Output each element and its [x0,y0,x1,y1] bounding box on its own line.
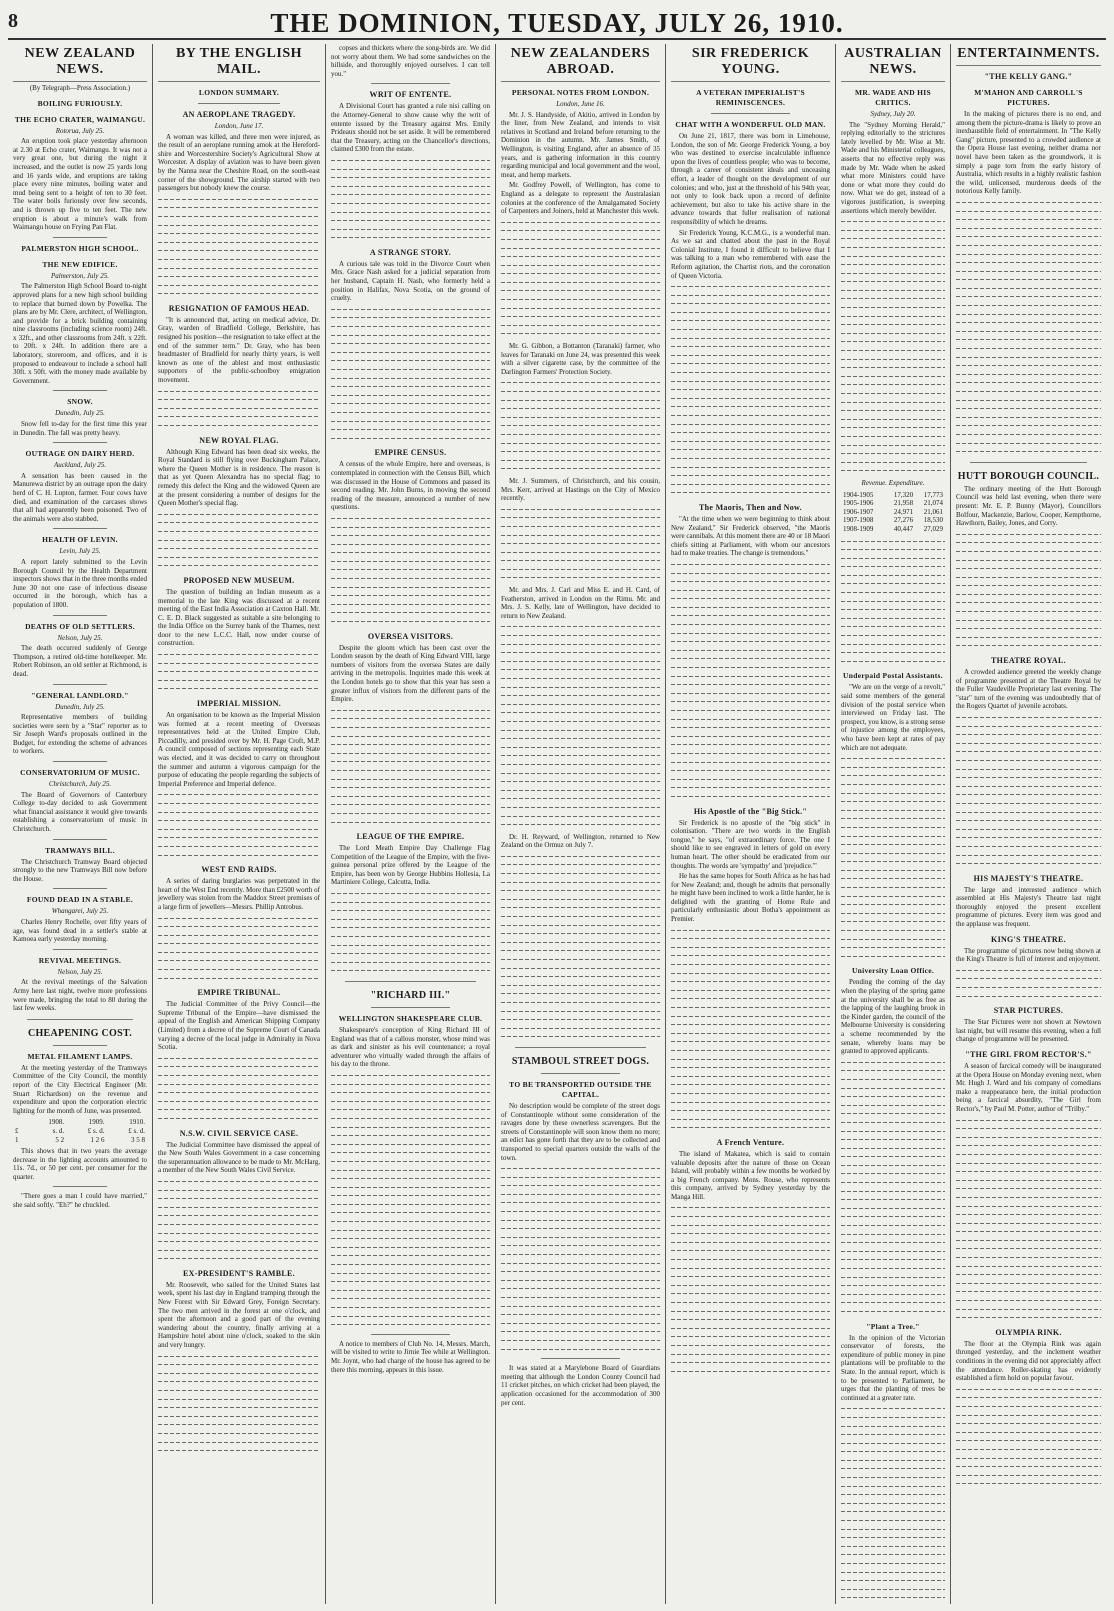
dateline: Whangarei, July 25. [51,907,109,916]
article-text: Mr. and Mrs. J. Carl and Miss E. and H. Card, of Featherston, arrived in London on the Rimu. Mr. and Mrs. J. S. Kelly, late of Wellington, have decided to return to New Zealand. [501,586,660,620]
column-heading: BY THE ENGLISH MAIL. [158,46,320,82]
article-heading: PERSONAL NOTES FROM LONDON. [511,88,650,97]
divider [970,462,1087,463]
article-heading: WRIT OF ENTENTE. [369,90,452,100]
text-filler [671,560,830,801]
text-filler [501,1164,660,1353]
article-heading: His Apostle of the "Big Stick." [693,806,808,816]
column-australian-news [836,44,951,1604]
divider [371,1334,450,1335]
text-filler [158,790,320,859]
divider [345,981,476,982]
divider [198,103,280,104]
table-cell: 1910. [129,1118,145,1127]
column-english-mail [153,44,326,1604]
column-english-mail-continued [326,44,496,1604]
article-text: Despite the gloom which has been cast over the London season by the death of King Edward VIII, large numbers of visitors from the oversea States are daily arriving in the metropolis. Inquiries made this week at the London hotels go to show that this year has seen a greater influx of visitors from the different parts of the Empire. [331,643,490,704]
article-text: A season of farcical comedy will be inaugurated at the Opera House on Monday evening next, when Mr. Hugh J. Ward and his company of comedians make a reappearance here, the initial production being a farcical absurdity, "The Girl from Rector's," by Paul M. Potter, author of "Trilby." [956,1062,1101,1113]
article-text: The question of building an Indian museum as a memorial to the late King was discussed at a recent meeting of the East India Association at Caxton Hall. Mr. C. E. D. Black suggested as suitable a site belonging to the India Office on the Surrey bank of the Thames, next door to the new L.C.C. Hall, now under course of construction. [158,587,320,648]
table-row [841,499,945,508]
article-text: Mr. J. Summers, of Christchurch, and his cousin, Mrs. Kerr, arrived at Hastings on the City of Mexico recently. [501,476,660,503]
text-filler [841,1058,945,1316]
text-filler [501,852,660,1041]
article-heading: STAMBOUL STREET DOGS. [511,1055,650,1067]
article-heading: OUTRAGE ON DAIRY HERD. [25,449,135,459]
article-text: Although King Edward has been dead six weeks, the Royal Standard is still flying over Buckingham Palace, where the Queen Mother is in residence. The reason is that as yet Queen Alexandra has no special flag; to remedy this defect the King and the widowed Queen are at the present considering a number of designs for the Queen Mother's special flag. [158,447,320,508]
text-filler [501,622,660,828]
article-text: A sensation has been caused in the Manurewa district by an outrage upon the dairy herd of C. H. Lupton, farmer. Four cows have died, and examination of the carcases shows that all had apparently been poisoned. Two of the animals were also stabbed. [13,471,147,523]
article-text: It was stated at a Marylebone Board of Guardians meeting that although the London County Council had 11 cricket pitches, on which cricket had been played, the application occasioned for the accommodation of 300 per cent. [501,1364,660,1407]
text-filler [841,1404,945,1604]
text-filler [331,1071,490,1329]
article-heading: NEW ROYAL FLAG. [199,435,279,445]
divider [53,949,107,950]
byline: (By Telegraph—Press Association.) [29,84,131,92]
article-text: Snow fell to-day for the first time this year in Dunedin. The fall was pretty heavy. [13,420,147,437]
table-cell: 1908. [48,1118,65,1127]
table-cell: 1907-1908 [843,516,874,525]
text-filler [158,387,320,430]
table-cell: 40,447 [893,524,914,533]
article-text: The Lord Meath Empire Day Challenge Flag Competition of the League of the Empire, with the five-guinea personal prize offered by the League of the Empire, has been won by George Hubbins Hollesia, La Martiniere College, Calcutta, India. [331,844,490,887]
divider [53,615,107,616]
article-heading: "RICHARD III." [370,990,451,1001]
article-heading: A French Venture. [716,1137,785,1147]
text-filler [331,156,490,242]
article-heading: University Loan Office. [851,966,935,976]
article-text: An eruption took place yesterday afternoon at 2.30 at Echo crater, Waimangu. It was not a very great one, but during the night it increased, and the outlet is now 25 yards long and 16 yards wide, and eruptions are taking place every nine minutes, boiling water and mud being sent to a height of ten to 30 feet. The water boils furiously over few seconds, and is thrown up five to ten feet. The new eruption is about a minute's walk from Waimangu house on Frying Pan Flat. [13,137,147,232]
article-text: In the making of pictures there is no end, and among them the picture-drama is likely to prove an inexhaustible field of entertainment. In "The Kelly Gang" picture, presented to a crowded audience at the Opera House last evening, neither drama nor novel have been taken as the groundwork, it is simply a page torn from the early history of Australia, which results in a highly realistic fashion the wild, unlicensed, murderous deeds of the notorious Kelly family. [956,110,1101,196]
table-cell: 1909. [88,1118,105,1127]
article-text: A notice to members of Club No. 14, Messrs. March, will be visited to write to Jirnie Tee while at Wellington. Mr. Joynt, who had charge of the house has agreed to be there this morning, appears in this issue. [331,1339,490,1374]
article-text: "At the time when we were beginning to think about New Zealand," Sir Frederick observed, "the Maoris were cannibals. At this moment there are 40 or 18 Maori chiefs sitting at Parliament, with whom our ancestors had to make treaties. The change is tremendous." [671,514,830,558]
column-sir-frederick-young [666,44,836,1604]
article-heading: "THE KELLY GANG." [984,72,1073,81]
article-heading: Underpaid Postal Assistants. [843,671,943,681]
revenue-table [841,491,945,534]
article-heading: A STRANGE STORY. [369,247,452,257]
article-heading: OLYMPIA RINK. [995,1327,1062,1337]
text-filler [671,1203,830,1375]
article-heading: EMPIRE TRIBUNAL. [197,988,281,998]
divider [53,442,107,443]
divider [53,839,107,840]
article-text: "We are on the verge of a revolt," said some members of the general division of the postal service when interviewed on Friday last. The prospect, you know, is a strong sense of injustice among the employees, who have been kept at rates of pay which are not adequate. [841,683,945,752]
article-heading: PROPOSED NEW MUSEUM. [183,575,295,585]
text-filler [956,1116,1101,1322]
article-heading: HUTT BOROUGH COUNCIL. [957,470,1100,482]
article-text: Mr. Roosevelt, who sailed for the United States last week, spent his last day in England tramping through the New Forest with Sir Edward Grey, Foreign Secretary. The two men arrived in the forest at one o'clock, and spent the afternoon and a good part of the evening wandering about the country, finally arriving at a Hampshire hotel about nine o'clock, soaked to the skin and very hungry. [158,1280,320,1350]
article-heading: EMPIRE CENSUS. [374,448,447,458]
article-text: The Palmerston High School Board to-night approved plans for a new high school building to replace that burned down by Powelka. The plans are by Mr. Clere, architect, of Wellington, and provide for a brick building containing nine classrooms (including science room) 24ft. x 32ft., and other classrooms from 24ft. x 22ft. to 20ft. x 24ft. In addition there are a laboratory, storeroom, and offices, and it is proposed to endeavour to include a school hall 30ft. x 50ft. with the money made available by Government. [13,282,147,385]
divider [541,1073,620,1074]
table-cell: £ s. d. [87,1126,105,1135]
article-heading: TRAMWAYS BILL. [45,845,115,855]
table-row [841,491,945,500]
column-heading: ENTERTAINMENTS. [956,46,1101,66]
table-cell: 21,958 [893,499,914,508]
article-heading: AN AEROPLANE TRAGEDY. [182,110,296,119]
article-text: Pending the coming of the day when the playing of the spring game at the university shall be as free as the lapping of the laughing brook in the Kinder garden, the council of the Melbourne University is considering a scheme recommended by the senate, whereby loans may be granted to approved applicants. [841,978,945,1056]
table-cell: 1906-1907 [843,507,874,516]
dateline: Dunedin, July 25. [55,409,105,418]
dateline: Sydney, July 20. [870,110,916,118]
article-text: A report lately submitted to the Levin Borough Council by the Health Department inspectors shows that in the three months ended June 30 not one case of infectious disease occurred in the borough, which has a population of 1800. [13,557,147,609]
article-heading: HEALTH OF LEVIN. [42,535,118,545]
article-text: The Christchurch Tramway Board objected strongly to the new Tramways Bill now before the House. [13,857,147,883]
text-filler [158,914,320,983]
lighting-table [13,1118,147,1144]
article-heading: "Plant a Tree." [866,1321,920,1331]
article-heading: EX-PRESIDENT'S RAMBLE. [183,1268,295,1278]
article-heading: LONDON SUMMARY. [198,88,280,97]
table-row [841,516,945,525]
article-text: A series of daring burglaries was perpetrated in the heart of the West End recently. More than £2500 worth of jewellery was stolen from the Maddox Street premises of a large firm of jewellers—Messrs. Phillip Antrobus. [158,877,320,911]
column-entertainments [951,44,1106,1604]
article-text: The ordinary meeting of the Hutt Borough Council was held last evening, when there were present: Mr. E. P. Bunny (Mayor), Councillors Bolfour, Mackenzie, Barlow, Cooper, Kempthorne, Hawthorn, Bailey, Jones, and Corry. [956,484,1101,528]
divider [371,83,450,84]
text-filler [956,198,1101,456]
article-subheading: THE ECHO CRATER, WAIMANGU. [14,114,146,124]
article-text: At the revival meetings of the Salvation Army here last night, twelve more professions were made, bringing the total to 80 during the last few weeks. [13,978,147,1013]
dateline: London, June 17. [214,122,264,130]
table-cell: 17,773 [923,490,943,499]
table-header-row [13,1118,147,1127]
divider [27,1019,133,1020]
article-heading: REVIVAL MEETINGS. [38,955,122,965]
text-filler [158,1054,320,1123]
table-cell: 21,074 [923,499,943,508]
article-subheading: CHAT WITH A WONDERFUL OLD MAN. [675,120,826,129]
newspaper-title: THE DOMINION, TUESDAY, JULY 26, 1910. [270,8,844,38]
table-cell: 21,061 [923,507,943,516]
dateline: Rotorua, July 25. [55,126,105,135]
article-text: The island of Makatea, which is said to contain valuable deposits after the nature of those on Ocean Island, will probably within a few months be worked by a big French company. Mons. Rouse, who represents this company, arrived by Sydney yesterday by the Manga Hill. [671,1149,830,1201]
table-cell: 3 5 8 [131,1135,145,1144]
article-text: Charles Henry Rochelle, over fifty years of age, was found dead in a settler's stable at Kamoea early yesterday morning. [13,918,147,944]
table-cell: s. d. [52,1126,65,1135]
table-title: Revenue. Expenditure. [861,478,925,487]
article-subheading: METAL FILAMENT LAMPS. [27,1051,133,1061]
text-filler [158,650,320,693]
article-text: The Star Pictures were not shown at Newtown last night, but will resume this evening, when a full change of programme will be presented. [956,1018,1101,1044]
text-filler [158,1352,320,1455]
dateline: Nelson, July 25. [57,633,103,642]
text-filler [671,926,830,1132]
divider [53,1045,107,1046]
article-heading: DEATHS OF OLD SETTLERS. [25,621,135,631]
dateline: Nelson, July 25. [57,967,103,976]
article-subheading: THE NEW EDIFICE. [42,259,118,269]
column-heading: SIR FREDERICK YOUNG. [671,46,830,82]
column-nz-news [8,44,153,1604]
article-text: An organisation to be known as the Imperial Mission was formed at a recent meeting of Overseas representatives held at the United Empire Club, Piccadilly, and presided over by Mr. H. Page Croft, M.P. A council composed of sections representing each State was elected, and it was decided to carry on throughout the summer and autumn a vigorous campaign for the purpose of educating the people regarding the subjects of Imperial Preference and Imperial defence. [158,711,320,788]
divider [53,1186,107,1187]
table-cell: 1904-1905 [843,490,874,499]
text-filler [331,305,490,443]
text-filler [671,282,830,497]
article-text: "It is announced that, acting on medical advice, Dr. Gray, warden of Bradfield College, Berkshire, has resigned his position—the resignation to take effect at the end of the summer term." Dr. Gray, who has been headmaster of Bradfield for nearly thirty years, is well known as one of the ablest and most enthusiastic supporters of the public-schoolboy emigration movement. [158,315,320,385]
text-filler [841,754,945,960]
text-filler [331,706,490,826]
table-cell: 1905-1906 [843,499,874,508]
divider [53,684,107,685]
page-number: 8 [8,10,18,32]
article-heading: CONSERVATORIUM OF MUSIC. [20,768,140,778]
divider [371,1007,450,1008]
article-text: The large and interested audience which assembled at His Majesty's Theatre last night thoroughly enjoyed the present excellent programme of pictures. Every item was good and the applause was frequent. [956,885,1101,929]
text-filler [501,378,660,473]
article-text: No description would be complete of the street dogs of Constantinople without some consideration of the ravages done by these ownerless scavengers. But the streets of Constantinople will soon know them no more; an edict has gone forth that they are to be collected and transported to special quarters outside the walls of the town. [501,1101,660,1162]
article-heading: MR. WADE AND HIS CRITICS. [855,88,931,107]
article-text: Shakespeare's conception of King Richard III of England was that of a callous monster, whose mind was as dark and sinister as his evil countenance; a royal adventurer who virtually waded through the affairs of his day to the throne. [331,1026,490,1069]
article-text: He has the same hopes for South Africa as he has had for New Zealand; and, though he admits that personally he might have been inclined to work a little harder, he is delighted with the granting of Home Rule and particularly enthusiastic about Botha's appointment as Premier. [671,872,830,924]
article-text: The "Sydney Morning Herald," replying editorially to the strictures lately levelled by Mr. Wise at Mr. Wade and his Ministerial colleagues, asserts that no effective reply was made by Mr. Wade when he asked what more Ministers could have done or what more they could do now. What we do get, instead of a vigorous justification, is sweeping assertions which merely bewilder. [841,120,945,215]
article-heading: THEATRE ROYAL. [991,656,1066,666]
table-cell: 1 2 6 [90,1135,105,1144]
text-filler [158,510,320,570]
article-text: Sir Frederick Young, K.C.M.G., is a wonderful man. As we sat and chatted about the past in the Royal Colonial Institute, I found it difficult to believe that I was talking to a man who remembered with ease the Reform agitation, the Chartist riots, and the coronation of Queen Victoria. [671,228,830,280]
divider [53,761,107,762]
column-heading: AUSTRALIAN NEWS. [841,46,945,82]
text-filler [501,505,660,582]
article-text: A census of the whole Empire, here and overseas, is contemplated in connection with the Census Bill, which was discussed in the House of Commons and passed its second reading. Mr. John Burns, in moving the second reading of the measure, announced a number of new questions. [331,460,490,512]
article-heading: CHEAPENING COST. [27,1027,133,1039]
divider [53,888,107,889]
article-heading: IMPERIAL MISSION. [196,699,282,709]
article-heading: The Maoris, Then and Now. [699,502,802,512]
article-text: A crowded audience greeted the weekly change of programme presented at the Theatre Royal by the Fuller Vaudeville Proprietary last evening. The "star" turn of the evening was undoubtedly that of the Rogers Quartet of juvenile acrobats. [956,668,1101,711]
article-text: A woman was killed, and three men were injured, as the result of an aeroplane running amok at the Hereford-shire and Worcestershire Society's Agricultural Show at Worcester. A display of aviation was to have been given by the Nanna near the Cheshire Road, on the south-east corner of the showground. The airship started with two passengers but nobody knew the course. [158,132,320,193]
text-filler [158,1177,320,1263]
text-filler [841,537,945,666]
article-heading: PALMERSTON HIGH SCHOOL. [21,243,139,253]
text-filler [331,889,490,975]
text-filler [956,530,1101,650]
article-heading: WEST END RAIDS. [201,865,277,875]
text-filler [158,195,320,298]
article-text: Mr. G. Gibbon, a Bottanton (Taranaki) farmer, who leaves for Taranaki on June 24, was presented this week with a silver cigarette case, by the committee of the Darlington Farmers' Protection Society. [501,342,660,376]
table-row [841,508,945,517]
article-text: This shows that in two years the average decrease in the lighting accounts amounted to 11s. 7d., or 50 per cent. per consumer for the quarter. [13,1147,147,1181]
article-text: The Judicial Committee of the Privy Council—the Supreme Tribunal of the Empire—have dismissed the appeal of the English and American Shipping Company (Limited) from a decree of the Supreme Court of Canada varying a decree of the local judge in Admiralty in Nova Scotia. [158,1000,320,1052]
table-cell: 1908-1909 [843,524,874,533]
article-text: A curious tale was told in the Divorce Court when Mrs. Grace Nash asked for a judicial separation from her husband, Captain H. Nash, who formerly held a position in Halifax, Nova Scotia, on the ground of cruelty. [331,259,490,303]
article-heading: OVERSEA VISITORS. [367,631,454,641]
article-text: copses and thickets where the song-birds are. We did not worry about them. We had some sandwiches on the hillside, and thoroughly enjoyed ourselves. I can tell you." [331,44,490,78]
text-filler [956,1385,1101,1488]
article-heading: SNOW. [67,397,93,407]
column-nz-abroad [496,44,666,1604]
article-heading: LEAGUE OF THE EMPIRE. [356,832,465,842]
table-row [13,1136,147,1145]
article-text: Sir Frederick is no apostle of the "big stick" in colonisation. "There are two words in the English tongue," he says, "of extraordinary force. The one I should like to see engraved in letters of gold on every human heart. The other should be eradicated from our thoughts. The words are 'sympathy' and 'prejudice.'" [671,818,830,870]
dateline: Christchurch, July 25. [48,780,112,789]
divider [53,237,107,238]
article-text: Dr. H. Reyward, of Wellington, returned to New Zealand on the Ormuz on July 7. [501,832,660,850]
article-subheading: M'MAHON AND CARROLL'S PICTURES. [974,88,1083,107]
table-row [13,1127,147,1136]
article-subheading: WELLINGTON SHAKESPEARE CLUB. [338,1014,483,1023]
article-text: Representative members of building societies were seen by a "Star" reporter as to Sir Joseph Ward's proposals outlined in the Budget, for extending the scheme of advances to workers. [13,713,147,756]
table-cell: 24,971 [893,507,914,516]
text-filler [956,966,1101,1000]
article-text: A Divisional Court has granted a rule nisi calling on the Attorney-General to show cause why the writ of entente issued by the Treasury against Mrs. Emily Prideaux should not be set aside. It will be remembered that the Treasury, acting on the Chancellor's directions, claimed £300 from the estate. [331,102,490,154]
article-text: Mr. Godfrey Powell, of Wellington, has come to England as a delegate to represent the Australasian colonies at the conference of the Amalgamated Society of Carpenters and Joiners, held at Manchester this week. [501,181,660,216]
article-text: The Board of Governors of Canterbury College to-day decided to ask Government what financial assistance it would give towards establishing a conservatorium of music in Christchurch. [13,790,147,834]
article-heading: STAR PICTURES. [993,1006,1064,1016]
article-text: The Judicial Committee have dismissed the appeal of the New South Wales Government in a case concerning the superannuation allowance to be made to Mr. McHarg, a member of the New South Wales Civil Service. [158,1140,320,1175]
article-heading: A VETERAN IMPERIALIST'S REMINISCENCES. [696,88,805,107]
article-text: Mr. J. S. Handyside, of Akitio, arrived in London by the liner, from New Zealand, and intends to visit relatives in Scotland and Ireland before returning to the Dominion in the autumn. Mr. James Smith, of Wellington, is visiting England, after an absence of 35 years, and is gathering information in this country regarding municipal and local government and the wool, meat, and hemp markets. [501,110,660,179]
table-cell: 5 2 [55,1135,65,1144]
table-cell: 1 [15,1135,19,1144]
article-text: The death occurred suddenly of George Thompson, a retired old-time hotelkeeper. Mr. Robert Robinson, an old settler at Richmond, is dead. [13,644,147,678]
dateline: Levin, July 25. [59,547,101,556]
divider [541,1358,620,1359]
dateline: Palmerston, July 25. [51,271,109,280]
divider [711,113,790,114]
column-heading: NEW ZEALAND NEWS. [13,46,147,82]
dateline: Auckland, July 25. [53,461,107,470]
article-heading: FOUND DEAD IN A STABLE. [26,895,134,905]
divider [515,1047,646,1048]
text-filler [501,218,660,338]
article-heading: "GENERAL LANDLORD." [31,690,129,700]
table-cell: 27,029 [923,524,943,533]
article-text: The floor at the Olympia Rink was again thronged yesterday, and the inclement weather conditions in the evening did not appreciably affect the attendance. Roller-skating has evidently established a firm hold on popular favour. [956,1339,1101,1383]
table-cell: 17,320 [893,490,914,499]
divider [53,390,107,391]
article-text: In the opinion of the Victorian conservator of forests, the expenditure of public money in pine plantations will be profitable to the State. In the annual report, which is to be presented to Parliament, he urges that the planting of trees be continued at a greater rate. [841,1333,945,1402]
article-heading: BOILING FURIOUSLY. [37,98,123,108]
article-heading: RESIGNATION OF FAMOUS HEAD. [168,303,310,313]
columns [8,44,1106,1604]
text-filler [841,217,945,475]
table-cell: £ s. d. [128,1126,145,1135]
table-cell: 18,530 [923,516,943,525]
article-text: "There goes a man I could have married," she said softly. "Eh?" he chuckled. [13,1192,147,1210]
table-cell: £ [15,1126,19,1135]
dateline: Dunedin, July 25. [55,702,105,711]
article-heading: "THE GIRL FROM RECTOR'S." [965,1050,1092,1059]
table-row [841,525,945,534]
masthead [8,8,1106,40]
article-text: On June 21, 1817, there was born in Limehouse, London, the son of Mr. George Frederick Young, a boy who was destined to exercise incalculable influence upon the lives of countless people; who was to become, through a career of consistent ideals and unceasing effort, a leader of thought on the development of our colonies; and who, just at the threshold of his 94th year, not only to look back upon a record of definite achievement, but also to take his active share in the advance towards that fuller realisation of national responsibility of which he dreams. [671,132,830,226]
column-heading: NEW ZEALANDERS ABROAD. [501,46,660,82]
article-heading: KING'S THEATRE. [991,934,1066,944]
text-filler [956,713,1101,868]
article-heading: HIS MAJESTY'S THEATRE. [973,873,1084,883]
article-subheading: TO BE TRANSPORTED OUTSIDE THE CAPITAL. [509,1079,652,1099]
article-heading: N.S.W. CIVIL SERVICE CASE. [179,1128,299,1138]
text-filler [331,514,490,626]
divider [53,528,107,529]
dateline: London, June 16. [556,100,605,108]
table-cell [13,1118,28,1127]
article-text: The programme of pictures now being shown at the King's Theatre is full of interest and enjoyment. [956,946,1101,964]
table-cell: 27,276 [893,516,914,525]
article-text: At the meeting yesterday of the Tramways Committee of the City Council, the monthly report of the City Electrical Engineer (Mr. Stuart Richardson) on the revenue and expenditure and upon the corporation electric lighting for the month of June, was presented. [13,1063,147,1115]
